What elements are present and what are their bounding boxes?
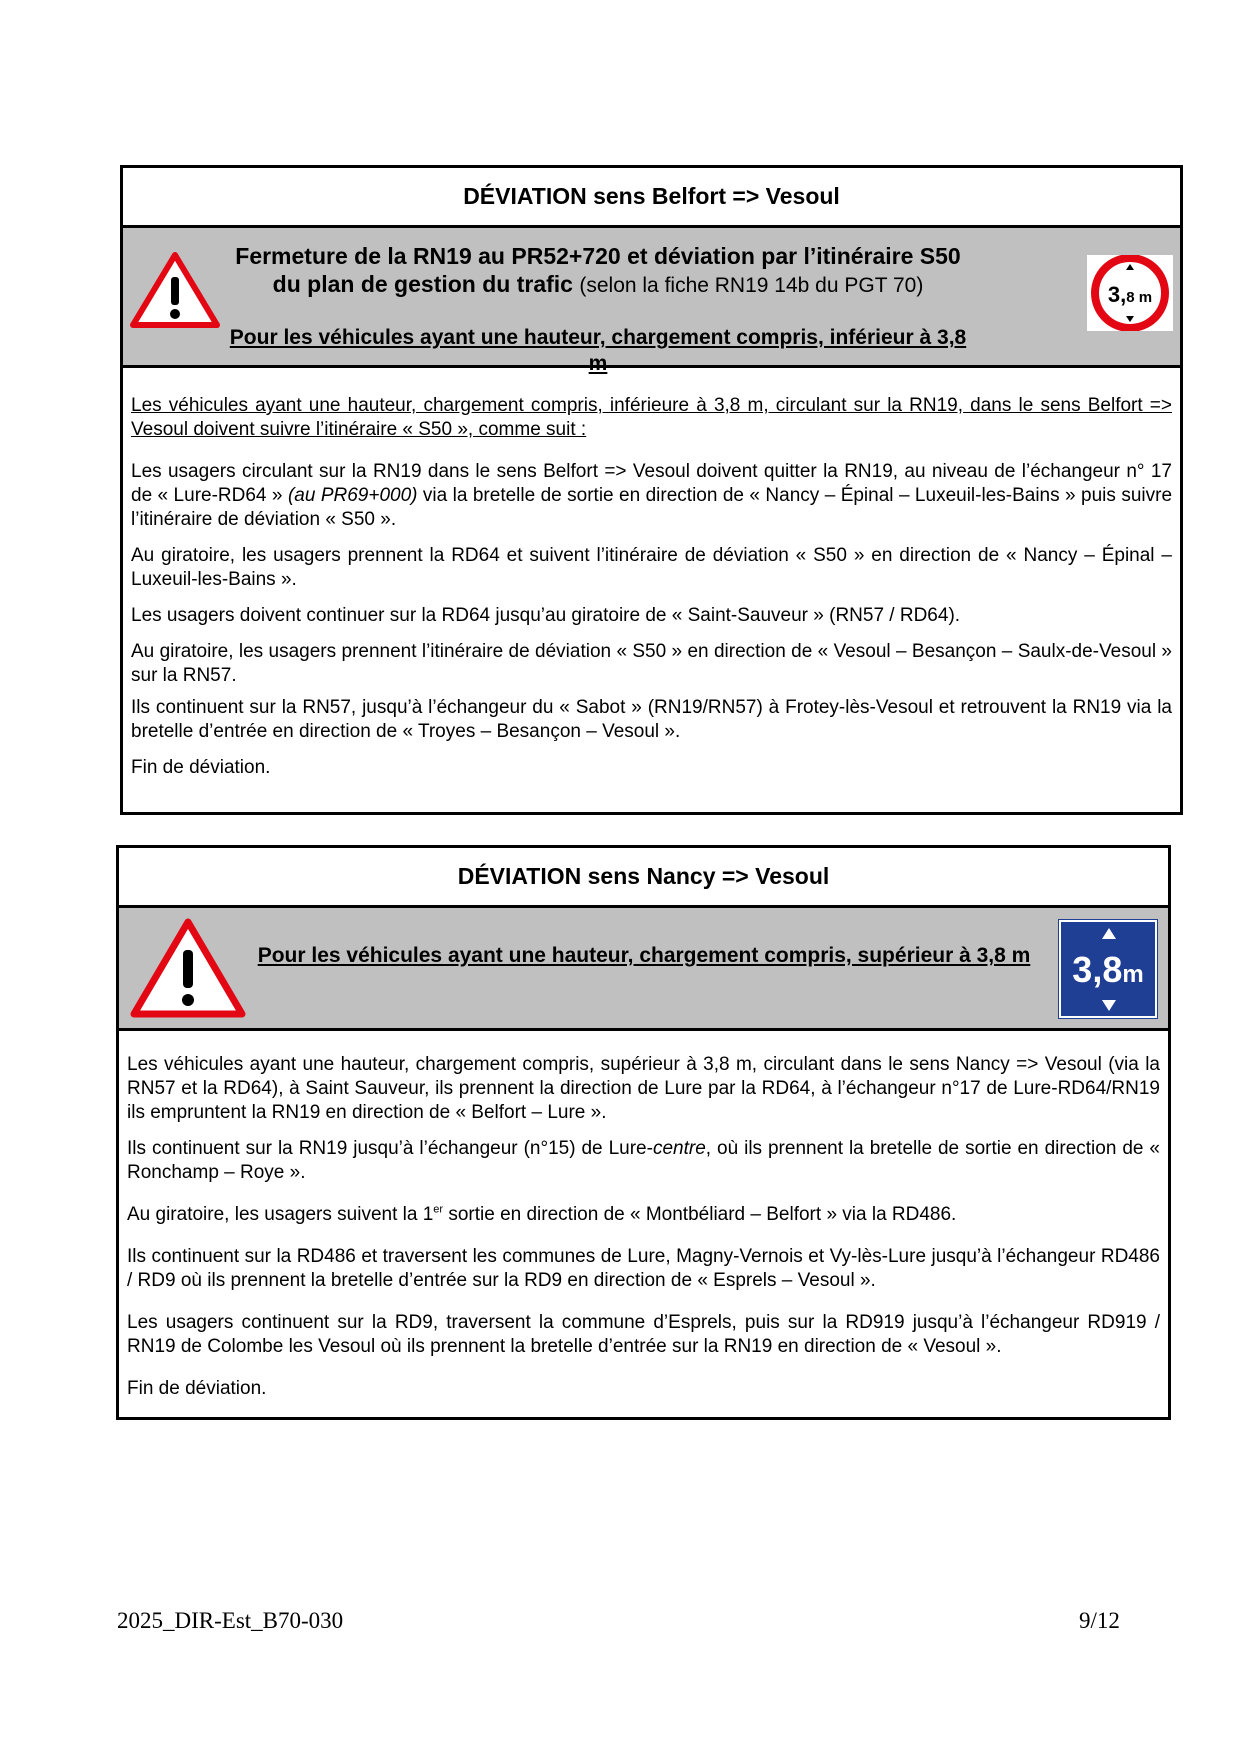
- intro-paragraph: Les véhicules ayant une hauteur, chargement compris, inférieure à 3,8 m, circulant sur la RN19, dans le sens Belfort => Vesoul doivent suivre l’itinéraire « S50 », comme suit :: [131, 395, 1172, 440]
- box-header: [119, 908, 1168, 1031]
- box-body: [119, 1031, 1168, 1401]
- sign-unit: 8 m: [1126, 289, 1153, 306]
- paragraph: [127, 1137, 1160, 1185]
- sign-text: [1061, 950, 1155, 995]
- box-title: DÉVIATION sens Belfort => Vesoul: [123, 168, 1180, 228]
- paragraph-text: Au giratoire, les usagers suivent la 1: [127, 1204, 434, 1225]
- closure-notice: [223, 242, 973, 300]
- warning-triangle-icon: [130, 918, 246, 1018]
- page-number: 9/12: [1079, 1608, 1120, 1633]
- paragraph: Au giratoire, les usagers prennent l’itinéraire de déviation « S50 » en direction de « Vesoul – Besançon – Saulx-de-Vesoul » sur la RN57.: [131, 641, 1172, 686]
- deviation-box-belfort: [120, 165, 1183, 815]
- paragraph-text: sortie en direction de « Montbéliard – Belfort » via la RD486.: [443, 1204, 957, 1225]
- paragraph-text: Ils continuent sur la RN19 jusqu’à l’échangeur (n°15) de Lure-: [127, 1138, 653, 1159]
- paragraph-text: Les usagers circulant sur la RN19 dans le sens Belfort => Vesoul doivent quitter la RN19, au niveau de l’échangeur n° 17 de « Lure-RD64 »: [131, 461, 1172, 506]
- vehicle-condition: Pour les véhicules ayant une hauteur, chargement compris, supérieur à 3,8 m: [257, 944, 1031, 967]
- sign-unit: m: [1122, 961, 1144, 988]
- sign-value: 3,8: [1072, 949, 1123, 990]
- paragraph: Les véhicules ayant une hauteur, chargement compris, supérieur à 3,8 m, circulant dans le sens Nancy => Vesoul (via la RN57 et la RD64), à Saint Sauveur, ils prennent la direction de Lure par la RD64, à l’échangeur n°17 de Lure-RD64/RN19 ils empruntent la RN19 en direction de « Belfort – Lure ».: [127, 1054, 1160, 1123]
- pr-reference: (au PR69+000): [287, 485, 418, 506]
- end-of-deviation: Fin de déviation.: [127, 1378, 267, 1399]
- paragraph: [131, 460, 1172, 532]
- paragraph: Ils continuent sur la RN57, jusqu’à l’échangeur du « Sabot » (RN19/RN57) à Frotey-lès-Vesoul et retrouvent la RN19 via la bretelle d’entrée en direction de « Troyes – Besançon – Vesoul ».: [131, 697, 1172, 742]
- paragraph-italic: centre: [652, 1138, 706, 1159]
- height-indication-sign-icon: [1059, 920, 1157, 1018]
- box-body: [123, 368, 1180, 780]
- end-of-deviation: Fin de déviation.: [131, 757, 271, 778]
- height-limit-sign-text: [1087, 284, 1173, 309]
- deviation-box-nancy: [116, 845, 1171, 1420]
- paragraph: Ils continuent sur la RD486 et traversent les communes de Lure, Magny-Vernois et Vy-lès-Lure jusqu’à l’échangeur RD486 / RD9 où ils prennent la bretelle d’entrée sur la RD9 en direction de « Esprels – Vesoul ».: [127, 1246, 1160, 1291]
- paragraph: Au giratoire, les usagers prennent la RD64 et suivent l’itinéraire de déviation « S50 » en direction de « Nancy – Épinal – Luxeuil-les-Bains ».: [131, 545, 1172, 590]
- sign-value: 3,: [1107, 282, 1127, 307]
- paragraph: [127, 1203, 1160, 1227]
- paragraph: Les usagers continuent sur la RD9, traversent la commune d’Esprels, puis sur la RD919 jusqu’à l’échangeur RD919 / RN19 de Colombe les Vesoul où ils prennent la bretelle d’entrée sur la RN19 en direction de « Vesoul ».: [127, 1312, 1160, 1357]
- paragraph: Les usagers doivent continuer sur la RD64 jusqu’au giratoire de « Saint-Sauveur » (RN57 / RD64).: [131, 605, 961, 626]
- arrow-down-icon: [1102, 1000, 1116, 1011]
- arrow-up-icon: [1102, 928, 1116, 939]
- closure-notice-ref: (selon la fiche RN19 14b du PGT 70): [579, 274, 924, 297]
- ordinal-suffix: er: [433, 1203, 444, 1216]
- vehicle-condition: Pour les véhicules ayant une hauteur, chargement compris, inférieur à 3,8 m: [229, 326, 967, 375]
- box-header: [123, 228, 1180, 375]
- closure-notice-bold: Fermeture de la RN19 au PR52+720 et déviation par l’itinéraire S50 du plan de gestion du trafic: [235, 243, 961, 297]
- paragraph-text: via la bretelle de sortie en direction de « Nancy – Épinal – Luxeuil-les-Bains » puis suivre l’itinéraire de déviation « S50 ».: [131, 485, 1173, 530]
- warning-triangle-icon: [130, 252, 220, 328]
- document-reference: 2025_DIR-Est_B70-030: [117, 1608, 344, 1633]
- box-title: DÉVIATION sens Nancy => Vesoul: [119, 848, 1168, 908]
- paragraph-text: , où ils prennent la bretelle de sortie en direction de « Ronchamp – Roye ».: [127, 1138, 1161, 1183]
